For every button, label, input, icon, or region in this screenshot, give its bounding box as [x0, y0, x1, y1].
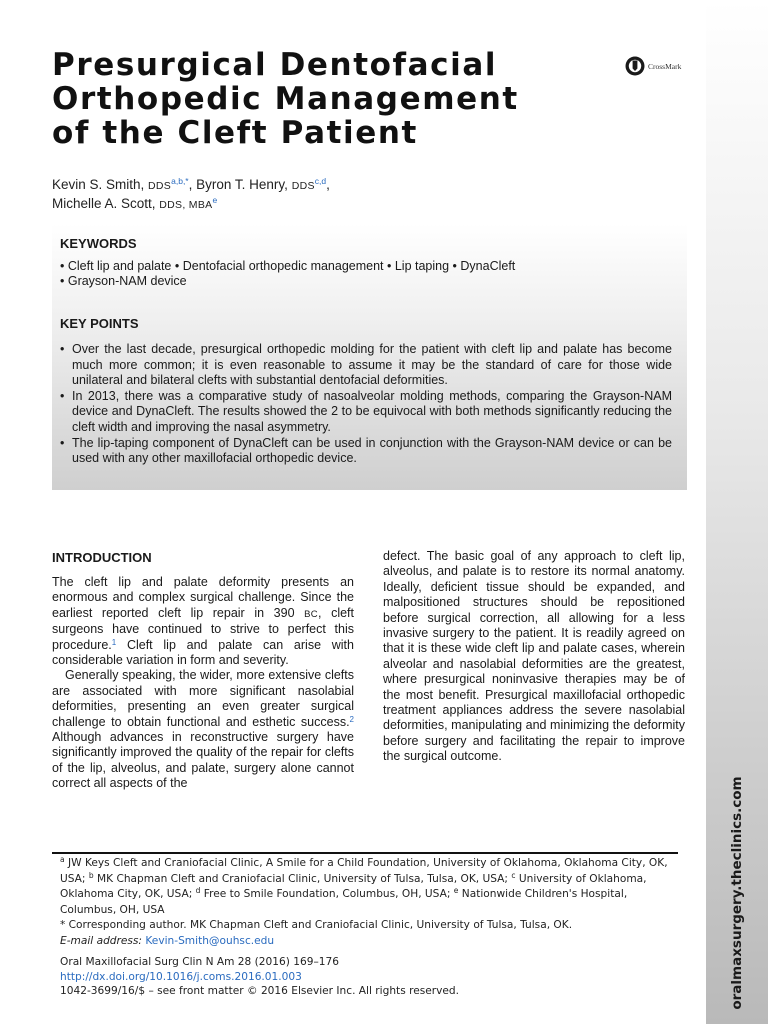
body-column-right — [383, 549, 685, 765]
key-point-item: • Over the last decade, presurgical orthopedic molding for the patient with cleft lip and palate has become much more common; it is even reasonable to assume it may be the standard of care for those wide unilateral and bilateral clefts with substantial dentofacial deformities. — [60, 342, 672, 389]
crossmark-icon — [625, 56, 645, 76]
corresponding-author: * Corresponding author. MK Chapman Cleft and Craniofacial Clinic, University of Tulsa, Tulsa, OK. — [60, 919, 573, 931]
text-run: , cleft surgeons have continued to strive to perfect this procedure. — [52, 605, 355, 652]
author-3-affil[interactable]: e — [212, 195, 218, 205]
doi-link[interactable]: http://dx.doi.org/10.1016/j.coms.2016.01.003 — [60, 970, 302, 983]
intro-paragraph-continued: defect. The basic goal of any approach to cleft lip, alveolus, and palate is to restore its normal anatomy. Ideally, deficient tissue should be expanded, and malpositioned structures should be repositioned before surgical correction, all allowing for a less invasive surgery to the patient. It is readily agreed on that it is these wide cleft lip and palate cases, wherein alveolar and nasolabial deformities are the greatest, where presurgical noninvasive therapies may be of the most benefit. Presurgical maxillofacial orthopedic treatment appliances address the severe nasolabial deformities, manipulating and minimizing the deformity before surgery and facilitating the repair to improve the surgical outcome. — [383, 549, 685, 764]
text-run: The cleft lip and palate deformity presents an enormous and complex surgical challenge. Since the earliest reported cleft lip repair in 390 — [52, 575, 354, 620]
affil-text: University of Oklahoma, Oklahoma City, OK, USA; — [60, 872, 647, 900]
author-sep: , — [188, 177, 197, 192]
author-1-affil[interactable]: a,b,* — [171, 176, 189, 186]
footnote-rule — [52, 852, 678, 854]
author-2-affil[interactable]: c,d — [314, 176, 327, 186]
affiliations-footnote — [60, 856, 678, 949]
keywords-line-2: • Grayson-NAM device — [60, 274, 187, 288]
author-list — [52, 176, 330, 214]
key-points-list — [60, 342, 672, 467]
author-sep: , — [326, 177, 330, 192]
reference-link[interactable]: 1 — [111, 637, 117, 647]
era-abbrev: BC — [304, 608, 318, 620]
affil-text: MK Chapman Cleft and Craniofacial Clinic, University of Tulsa, Tulsa, OK, USA; — [93, 872, 512, 885]
key-points-heading: KEY POINTS — [60, 316, 139, 331]
email-label: E-mail address: — [60, 934, 143, 947]
author-2-name: Byron T. Henry, — [196, 177, 292, 192]
text-run: Although advances in reconstructive surgery have significantly improved the quality of the repair for clefts of the lip, alveolus, and palate, surgery alone cannot correct all aspects of the — [52, 730, 354, 791]
intro-paragraph-2 — [52, 668, 354, 791]
article-title — [52, 48, 519, 150]
email-link[interactable]: Kevin-Smith@ouhsc.edu — [145, 934, 275, 947]
citation-block — [60, 955, 459, 999]
author-2-degree: DDS — [291, 180, 315, 192]
reference-link[interactable]: 2 — [349, 714, 354, 724]
intro-paragraph-1 — [52, 575, 354, 668]
title-line-2: Orthopedic Management — [52, 81, 519, 117]
affil-text: JW Keys Cleft and Craniofacial Clinic, A Smile for a Child Foundation, University of Oklahoma, Oklahoma City, OK, USA; — [60, 857, 668, 885]
title-line-3: of the Cleft Patient — [52, 115, 418, 151]
author-3-name: Michelle A. Scott, — [52, 196, 160, 211]
body-column-left — [52, 575, 354, 792]
introduction-heading: INTRODUCTION — [52, 550, 152, 565]
sidebar-url[interactable]: oralmaxsurgery.theclinics.com — [729, 776, 745, 1010]
title-line-1: Presurgical Dentofacial — [52, 47, 498, 83]
affil-marker: c — [511, 870, 516, 880]
affiliation-list — [60, 856, 678, 918]
keywords-heading: KEYWORDS — [60, 236, 137, 251]
keywords-line-1: • Cleft lip and palate • Dentofacial orthopedic management • Lip taping • DynaCleft — [60, 259, 516, 273]
affil-marker: b — [88, 870, 94, 880]
key-point-item: • In 2013, there was a comparative study of nasoalveolar molding methods, comparing the Grayson-NAM device and DynaCleft. The results showed the 2 to be equivocal with both methods significantly reducing the cleft width and improving the nasal asymmetry. — [60, 389, 672, 436]
journal-citation: Oral Maxillofacial Surg Clin N Am 28 (2016) 169–176 — [60, 956, 339, 968]
affil-marker: a — [60, 855, 65, 864]
crossmark-badge[interactable] — [625, 56, 681, 76]
author-1-degree: DDS — [148, 180, 172, 192]
text-run: Generally speaking, the wider, more extensive clefts are associated with more significant nasolabial deformities, presenting an even greater surgical challenge to obtain functional and esthetic success. — [52, 668, 354, 729]
affil-text: Free to Smile Foundation, Columbus, OH, USA; — [200, 888, 454, 900]
crossmark-label: CrossMark — [648, 61, 682, 71]
affil-marker: e — [453, 886, 459, 895]
author-3-degree: DDS, MBA — [159, 199, 213, 211]
affil-text: Nationwide Children's Hospital, Columbus, OH, USA — [60, 888, 628, 916]
email-line — [60, 934, 678, 950]
key-point-item: • The lip-taping component of DynaCleft can be used in conjunction with the Grayson-NAM device or can be used with any other maxillofacial orthopedic device. — [60, 436, 672, 467]
affil-marker: d — [195, 886, 201, 895]
author-1-name: Kevin S. Smith, — [52, 177, 149, 192]
text-run: Cleft lip and palate can arise with considerable variation in form and severity. — [52, 637, 354, 668]
copyright-line: 1042-3699/16/$ – see front matter © 2016 Elsevier Inc. All rights reserved. — [60, 985, 459, 997]
